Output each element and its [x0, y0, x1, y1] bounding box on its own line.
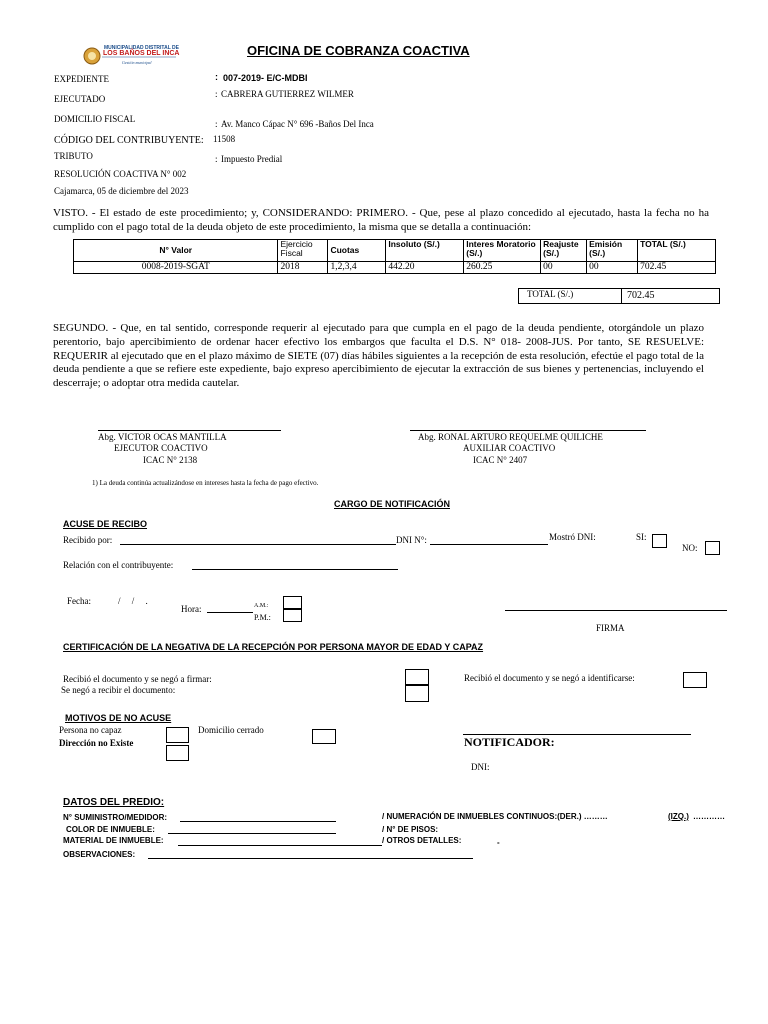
- resolucion-date: Cajamarca, 05 de diciembre del 2023: [54, 186, 189, 196]
- logo-text-sub: Gestión municipal: [122, 60, 152, 65]
- color-field[interactable]: [168, 833, 336, 834]
- suministro-label: N° SUMINISTRO/MEDIDOR:: [63, 813, 168, 822]
- nego-recibir-checkbox[interactable]: [405, 685, 429, 702]
- col-header-valor: N° Valor: [74, 240, 278, 262]
- page-title: OFICINA DE COBRANZA COACTIVA: [247, 43, 470, 58]
- total-label: TOTAL (S/.): [527, 289, 574, 299]
- nego-firmar-label: Recibió el documento y se negó a firmar:: [63, 674, 212, 684]
- cell-insoluto: 442.20: [386, 262, 464, 274]
- col-header-emision: Emisión (S/.): [587, 240, 638, 262]
- signer-left-name: Abg. VICTOR OCAS MANTILLA: [98, 432, 227, 442]
- col-header-reajuste: Reajuste (S/.): [541, 240, 587, 262]
- notificador-label: NOTIFICADOR:: [464, 735, 555, 749]
- pm-checkbox[interactable]: [283, 609, 302, 622]
- cargo-title: CARGO DE NOTIFICACIÓN: [334, 499, 450, 509]
- pisos-label: / N° DE PISOS:: [382, 825, 439, 834]
- col-header-insoluto: Insoluto (S/.): [386, 240, 464, 262]
- hora-label: Hora:: [181, 604, 202, 614]
- codigo-label: CÓDIGO DEL CONTRIBUYENTE:: [54, 135, 204, 146]
- cell-emision: 00: [587, 262, 638, 274]
- visto-paragraph: VISTO. - El estado de este procedimiento; y, CONSIDERANDO: PRIMERO. - Que, pese al plazo concedido al ejecutado, hasta la fecha no ha cumplido con el pago total de la deuda objeto de este procedimiento, la misma que se detalla a continuación:: [53, 207, 709, 233]
- observaciones-label: OBSERVACIONES:: [63, 850, 136, 859]
- cell-valor: 0008-2019-SGAT: [74, 262, 278, 274]
- footnote: 1) La deuda continúa actualizándose en intereses hasta la fecha de pago efectivo.: [92, 479, 319, 487]
- table-row: [74, 262, 716, 274]
- otros-dash: -: [497, 838, 500, 847]
- fecha-value[interactable]: / / .: [118, 596, 148, 606]
- mostro-dni-label: Mostró DNI:: [549, 532, 596, 542]
- dni-label: DNI N°:: [396, 535, 427, 545]
- no-label: NO:: [682, 543, 698, 553]
- firma-line: [505, 610, 727, 611]
- motivos-title: MOTIVOS DE NO ACUSE: [65, 713, 172, 723]
- col-header-interes: Interes Moratorio (S/.): [464, 240, 541, 262]
- nego-identificarse-checkbox[interactable]: [683, 672, 707, 688]
- persona-no-capaz-label: Persona no capaz: [59, 725, 122, 735]
- logo-text-main: LOS BAÑOS DEL INCA: [103, 50, 180, 57]
- predio-title: DATOS DEL PREDIO:: [63, 797, 165, 808]
- cell-cuotas: 1,2,3,4: [328, 262, 386, 274]
- tributo-value: Impuesto Predial: [221, 154, 283, 164]
- cell-ejercicio: 2018: [278, 262, 328, 274]
- logo-text-top: MUNICIPALIDAD DISTRITAL DE: [104, 45, 179, 51]
- otros-detalles-label: / OTROS DETALLES:: [382, 836, 462, 845]
- signer-left-icac: ICAC N° 2138: [143, 455, 198, 465]
- notificador-dni-label: DNI:: [471, 762, 490, 772]
- signer-left-role: EJECUTOR COACTIVO: [114, 443, 208, 453]
- total-box: [518, 288, 720, 304]
- si-checkbox[interactable]: [652, 534, 667, 548]
- no-checkbox[interactable]: [705, 541, 720, 555]
- cell-interes: 260.25: [464, 262, 541, 274]
- material-field[interactable]: [178, 845, 382, 846]
- am-label: A.M.:: [254, 603, 269, 609]
- nego-recibir-label: Se negó a recibir el documento:: [61, 685, 176, 695]
- segundo-paragraph: SEGUNDO. - Que, en tal sentido, corresponde requerir al ejecutado para que cumpla en el pago de la deuda pendiente, otorgándole un plazo perentorio, bajo apercibimiento de ordenar hacer efectivo los embargos que faculta el D.S. N° 018- 2008-JUS. Por tanto, SE RESUELVE: REQUERIR al ejecutado que en el plazo máximo de SIETE (07) días hábiles siguientes a la recepción de esta resolución, efectúe el pago total de la deuda pendiente a que se refiere este expediente, bajo expreso apercibimiento de ejecutar la extracción de sus bienes y pertenencias, incluyendo el descerraje; o adoptar otra medida cautelar.: [53, 322, 704, 390]
- nego-firmar-checkbox[interactable]: [405, 669, 429, 685]
- resolucion-number: RESOLUCIÓN COACTIVA N° 002: [54, 169, 187, 179]
- signer-right-icac: ICAC N° 2407: [473, 455, 528, 465]
- firma-label: FIRMA: [596, 623, 625, 633]
- cell-reajuste: 00: [541, 262, 587, 274]
- domicilio-label: DOMICILIO FISCAL: [54, 114, 136, 124]
- ejecutado-colon: :: [215, 89, 218, 99]
- numeracion-label: / NUMERACIÓN DE INMUEBLES CONTINUOS:(DER.) ………: [382, 812, 608, 821]
- color-label: COLOR DE INMUEBLE:: [66, 825, 155, 834]
- dni-field[interactable]: [430, 544, 548, 545]
- recibido-field[interactable]: [120, 544, 396, 545]
- signer-right-name: Abg. RONAL ARTURO REQUELME QUILICHE: [418, 432, 603, 442]
- ejecutado-value: CABRERA GUTIERREZ WILMER: [221, 89, 354, 99]
- tributo-colon: :: [215, 154, 218, 164]
- signature-line-right: [410, 430, 646, 431]
- am-checkbox[interactable]: [283, 596, 302, 609]
- col-header-total: TOTAL (S/.): [638, 240, 716, 262]
- nego-identificarse-label: Recibió el documento y se negó a identificarse:: [464, 673, 635, 683]
- codigo-value: 11508: [213, 134, 236, 144]
- suministro-field[interactable]: [180, 821, 336, 822]
- persona-no-capaz-checkbox[interactable]: [166, 727, 189, 743]
- material-label: MATERIAL DE INMUEBLE:: [63, 836, 164, 845]
- col-header-cuotas: Cuotas: [328, 240, 386, 262]
- domicilio-cerrado-label: Domicilio cerrado: [198, 725, 264, 735]
- fecha-label: Fecha:: [67, 596, 91, 606]
- domicilio-colon: :: [215, 119, 218, 129]
- observaciones-field[interactable]: [148, 858, 473, 859]
- relacion-field[interactable]: [192, 569, 398, 570]
- izq-dots[interactable]: …………: [693, 812, 725, 821]
- direccion-no-existe-checkbox[interactable]: [166, 745, 189, 761]
- domicilio-value: Av. Manco Cápac N° 696 -Baños Del Inca: [221, 119, 374, 129]
- acuse-title: ACUSE DE RECIBO: [63, 519, 148, 529]
- tributo-label: TRIBUTO: [54, 151, 93, 161]
- expediente-label: EXPEDIENTE: [54, 74, 109, 84]
- total-divider: [621, 289, 622, 303]
- izq-label: (IZQ.): [668, 812, 689, 821]
- relacion-label: Relación con el contribuyente:: [63, 560, 174, 570]
- total-value: 702.45: [627, 290, 655, 301]
- debt-table-header: [74, 240, 716, 262]
- si-label: SI:: [636, 532, 647, 542]
- pm-label: P.M.:: [254, 613, 271, 622]
- certificacion-title: CERTIFICACIÓN DE LA NEGATIVA DE LA RECEPCIÓN POR PERSONA MAYOR DE EDAD Y CAPAZ: [63, 642, 484, 652]
- expediente-value-colon: :: [215, 72, 218, 82]
- hora-field[interactable]: [207, 612, 253, 613]
- domicilio-cerrado-checkbox[interactable]: [312, 729, 336, 744]
- debt-table: [73, 239, 716, 274]
- municipal-logo: [82, 44, 178, 70]
- col-header-ejercicio: Ejercicio Fiscal: [278, 240, 328, 262]
- ejecutado-label: EJECUTADO: [54, 94, 106, 104]
- direccion-no-existe-label: Dirección no Existe: [59, 738, 134, 748]
- signature-line-left: [98, 430, 281, 431]
- signer-right-role: AUXILIAR COACTIVO: [463, 443, 556, 453]
- recibido-label: Recibido por:: [63, 535, 113, 545]
- cell-total: 702.45: [638, 262, 716, 274]
- expediente-value: 007-2019- E/C-MDBI: [223, 73, 308, 83]
